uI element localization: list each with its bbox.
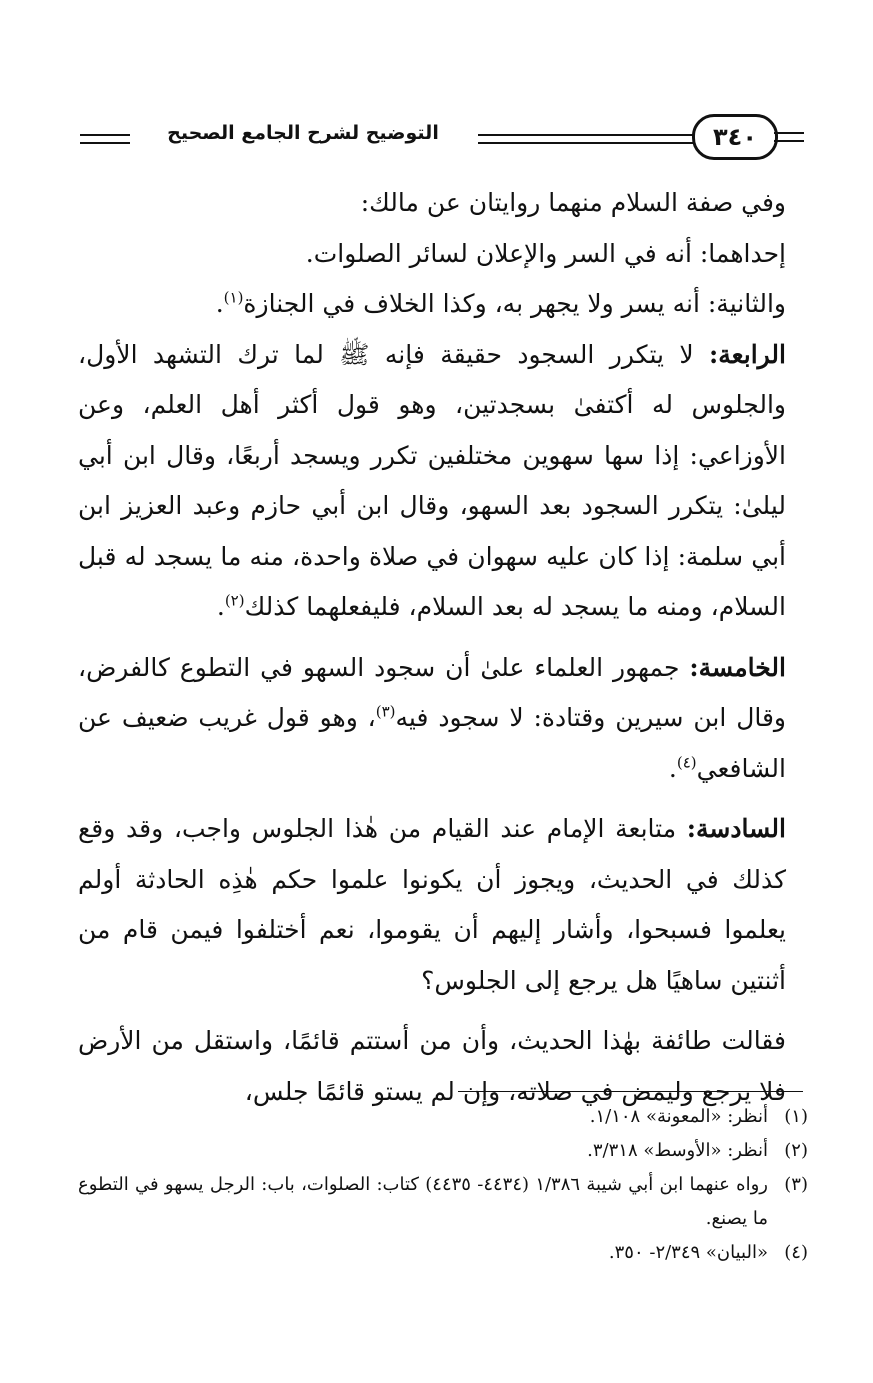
main-text — [78, 178, 786, 1117]
footnote-ref[interactable]: (١) — [223, 288, 244, 307]
footnote-text: أنظر: «المعونة» ١/١٠٨. — [589, 1106, 768, 1127]
paragraph-text: وفي صفة السلام منهما روايتان عن مالك: — [360, 188, 786, 217]
paragraph — [78, 330, 786, 633]
footnote-ref[interactable]: (٢) — [224, 591, 245, 610]
paragraph-text: . — [215, 289, 224, 318]
paragraph-text: جمهور العلماء علىٰ أن سجود السهو في التطوع كالفرض، وقال ابن سيرين وقتادة: لا سجود فيه — [78, 652, 786, 732]
footnote — [78, 1134, 808, 1168]
paragraph-lead: الخامسة: — [689, 652, 786, 682]
paragraph-text: . — [668, 753, 677, 783]
paragraph-lead: الرابعة: — [709, 339, 786, 369]
footnote-number: (٤) — [784, 1242, 808, 1263]
footnote-ref[interactable]: (٣) — [375, 702, 396, 721]
header-rule-right — [774, 132, 804, 142]
paragraph-text: والثانية: أنه يسر ولا يجهر به، وكذا الخلاف في الجنازة — [243, 289, 786, 318]
footnote-ref[interactable]: (٤) — [676, 753, 697, 772]
paragraph-text: إحداهما: أنه في السر والإعلان لسائر الصلوات. — [305, 238, 786, 268]
paragraph-text: ، وهو قول غريب ضعيف عن الشافعي — [78, 703, 786, 783]
paragraph — [78, 279, 786, 330]
page-number: ٣٤٠ — [692, 114, 778, 160]
page-number-ornament — [692, 114, 842, 158]
footnote-number: (٣) — [784, 1174, 808, 1195]
running-title: التوضيح لشرح الجامع الصحيح — [167, 122, 439, 144]
footnote-separator — [458, 1091, 803, 1092]
footnote-number: (١) — [784, 1106, 808, 1127]
paragraph-text: متابعة الإمام عند القيام من هٰذا الجلوس واجب، وقد وقع كذلك في الحديث، ويجوز أن يكونوا علموا حكم هٰذِه الحادثة أولم يعلموا فسبحوا، وأشار إليهم أن يقوموا، نعم أختلفوا فيمن قام من أثنتين ساهيًا هل يرجع إلى الجلوس؟ — [78, 814, 786, 995]
footnote — [78, 1236, 808, 1270]
footnote-text: «البيان» ٢/٣٤٩- ٣٥٠. — [608, 1242, 768, 1263]
paragraph-lead: السادسة: — [686, 814, 786, 843]
paragraph-text: لا يتكرر السجود حقيقة فإنه ﷺ لما ترك التشهد الأول، والجلوس له أكتفىٰ بسجدتين، وهو قول أكثر أهل العلم، وعن الأوزاعي: إذا سها سهوين مختلفين تكرر ويسجد أربعًا، وقال ابن أبي ليلىٰ: يتكرر السجود بعد السهو، وقال ابن أبي حازم وعبد العزيز ابن أبي سلمة: إذا كان عليه سهوان في صلاة واحدة، منه ما يسجد له قبل السلام، ومنه ما يسجد له بعد السلام، فليفعلهما كذلك — [78, 339, 786, 621]
footnote-number: (٢) — [784, 1140, 808, 1161]
footnote — [78, 1168, 808, 1236]
paragraph — [78, 178, 786, 229]
paragraph — [78, 804, 786, 1006]
footnote-text: رواه عنهما ابن أبي شيبة ١/٣٨٦ (٤٤٣٤- ٤٤٣٥) كتاب: الصلوات، باب: الرجل يسهو في التطوع ما يصنع. — [78, 1174, 768, 1229]
paragraph — [78, 229, 786, 280]
header-rule-left — [80, 134, 130, 144]
footnote-text: أنظر: «الأوسط» ٣/٣١٨. — [587, 1140, 768, 1161]
paragraph-text: . — [216, 592, 225, 621]
footnotes — [78, 1100, 808, 1270]
paragraph-text: فقالت طائفة بهٰذا الحديث، وأن من أستتم قائمًا، واستقل من الأرض فلا يرجع وليمض في صلاته، وإن لم يستو قائمًا جلس، — [78, 1026, 786, 1106]
running-header — [80, 112, 805, 162]
footnote — [78, 1100, 808, 1134]
paragraph — [78, 643, 786, 795]
